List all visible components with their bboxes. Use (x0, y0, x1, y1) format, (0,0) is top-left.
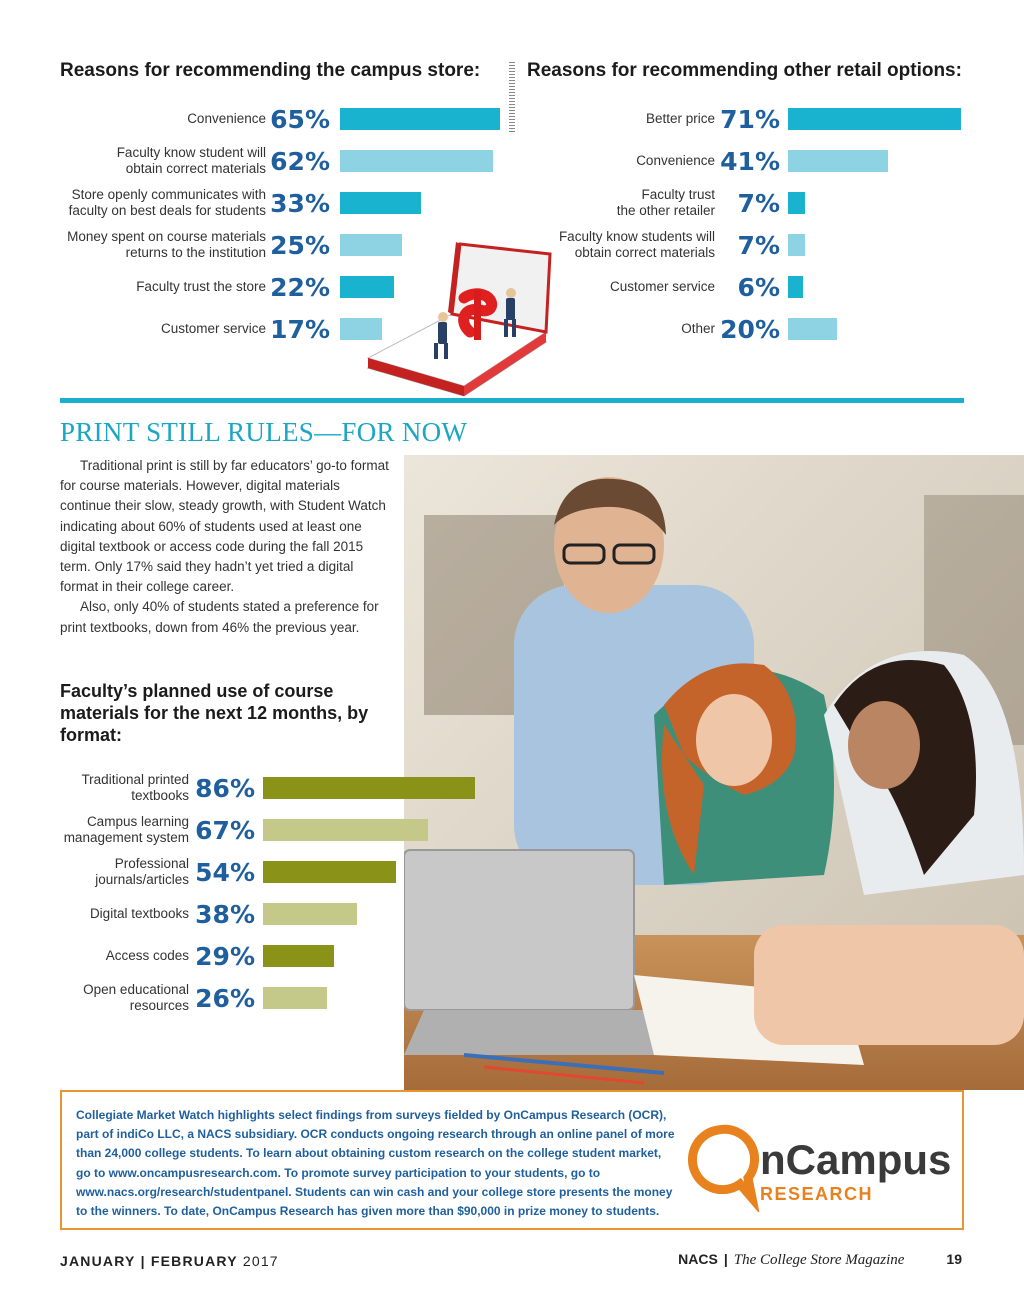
oncampus-research-logo (682, 1122, 952, 1212)
store-chart-title: Reasons for recommending the campus store: (60, 60, 481, 81)
bar-row (0, 140, 1024, 182)
bar-row (0, 809, 1024, 851)
issue-month-1: JANUARY (60, 1253, 136, 1269)
bar-category-label: Better price (645, 111, 715, 126)
bar-category-label: Other (681, 321, 715, 336)
bar-value-label: 41% (720, 146, 780, 176)
bar (788, 150, 888, 172)
bar-value-label: 7% (737, 188, 780, 218)
bar-value-label: 71% (720, 104, 780, 134)
issue-separator: | (140, 1253, 146, 1269)
issue-year: 2017 (242, 1253, 279, 1269)
bar-category-label: Money spent on course materials returns to the institution (67, 229, 266, 260)
bar-category-label: Store openly communicates with faculty on best deals for students (68, 187, 266, 218)
bar-category-label: Convenience (636, 153, 715, 168)
logo-sub-text: RESEARCH (760, 1184, 874, 1204)
bar-value-label: 62% (270, 146, 330, 176)
bar (263, 987, 327, 1009)
bar-value-label: 25% (270, 230, 330, 260)
bar-category-label: Faculty trust the other retailer (616, 187, 715, 218)
book-dollar-illustration (360, 240, 560, 400)
article-paragraph-1: Traditional print is still by far educators’ go-to format for course materials. However, digital materials continue their slow, steady growth, with Student Watch indicating about 60% of students used at least one digital textbook or access code during the fall 2015 term. Only 17% said they hadn’t yet tried a digital format in their college career. (60, 458, 389, 595)
bar (788, 276, 803, 298)
bar-row (0, 182, 1024, 224)
faculty-chart-title: Faculty’s planned use of course materials for the next 12 months, by format: (60, 681, 369, 745)
bar-value-label: 33% (270, 188, 330, 218)
bar-value-label: 22% (270, 272, 330, 302)
bar-value-label: 26% (195, 983, 255, 1013)
bar-category-label: Customer service (160, 321, 266, 336)
bar (263, 819, 428, 841)
article-paragraph-2: Also, only 40% of students stated a preference for print textbooks, down from 46% the previous year. (60, 599, 379, 635)
bar-value-label: 86% (195, 773, 255, 803)
bar-value-label: 38% (195, 899, 255, 929)
section-divider (60, 398, 964, 403)
bar-value-label: 17% (270, 314, 330, 344)
bar-row (0, 767, 1024, 809)
info-box-text: Collegiate Market Watch highlights select findings from surveys fielded by OnCampus Research (OCR), part of indiCo LLC, a NACS subsidiary. OCR conducts ongoing research through an online panel of more than 24,000 college students. To learn about obtaining custom research on the college student market, go to www.oncampusresearch.com. To promote survey participation to your students, go to www.nacs.org/research/studentpanel. Students can win cash and your college store presents the money to the winners. To date, OnCampus Research has given more than $90,000 in prize money to students. (76, 1108, 675, 1219)
bar-row (0, 935, 1024, 977)
footer-publication (678, 1251, 962, 1269)
bar-category-label: Professional journals/articles (95, 856, 189, 887)
bar-value-label: 67% (195, 815, 255, 845)
bar-category-label: Open educational resources (83, 982, 189, 1013)
bar-row (0, 98, 1024, 140)
bar (263, 777, 475, 799)
bar-value-label: 65% (270, 104, 330, 134)
issue-month-2: FEBRUARY (150, 1253, 238, 1269)
bar-row (0, 893, 1024, 935)
publisher-name: NACS (678, 1251, 718, 1267)
bar-value-label: 54% (195, 857, 255, 887)
bar-value-label: 20% (720, 314, 780, 344)
bar-category-label: Faculty know students will obtain correct materials (558, 229, 715, 260)
issue-date (60, 1253, 279, 1269)
bar-value-label: 29% (195, 941, 255, 971)
bar (788, 318, 837, 340)
article-heading: PRINT STILL RULES—FOR NOW (60, 417, 468, 447)
bar-category-label: Convenience (187, 111, 266, 126)
magazine-name: The College Store Magazine (733, 1252, 905, 1268)
bar-row (0, 851, 1024, 893)
bar-category-label: Access codes (105, 948, 189, 963)
bar-category-label: Customer service (609, 279, 715, 294)
bar-category-label: Traditional printed textbooks (81, 772, 189, 803)
info-box (60, 1090, 964, 1230)
bar-category-label: Digital textbooks (89, 906, 189, 921)
page-number: 19 (946, 1251, 962, 1267)
bar (263, 945, 334, 967)
bar-value-label: 6% (737, 272, 780, 302)
logo-main-text: nCampus (760, 1136, 952, 1183)
publisher-separator: | (723, 1251, 728, 1267)
bar-category-label: Faculty know student will obtain correct materials (116, 145, 266, 176)
bar-category-label: Faculty trust the store (136, 279, 266, 294)
bar (263, 903, 357, 925)
bar-category-label: Campus learning management system (63, 814, 189, 845)
bar-row (0, 977, 1024, 1019)
bar (263, 861, 396, 883)
bar (788, 192, 805, 214)
bar (788, 108, 961, 130)
article-body (60, 456, 390, 638)
bar-value-label: 7% (737, 230, 780, 260)
retail-chart-title: Reasons for recommending other retail options: (527, 60, 962, 81)
bar (788, 234, 805, 256)
